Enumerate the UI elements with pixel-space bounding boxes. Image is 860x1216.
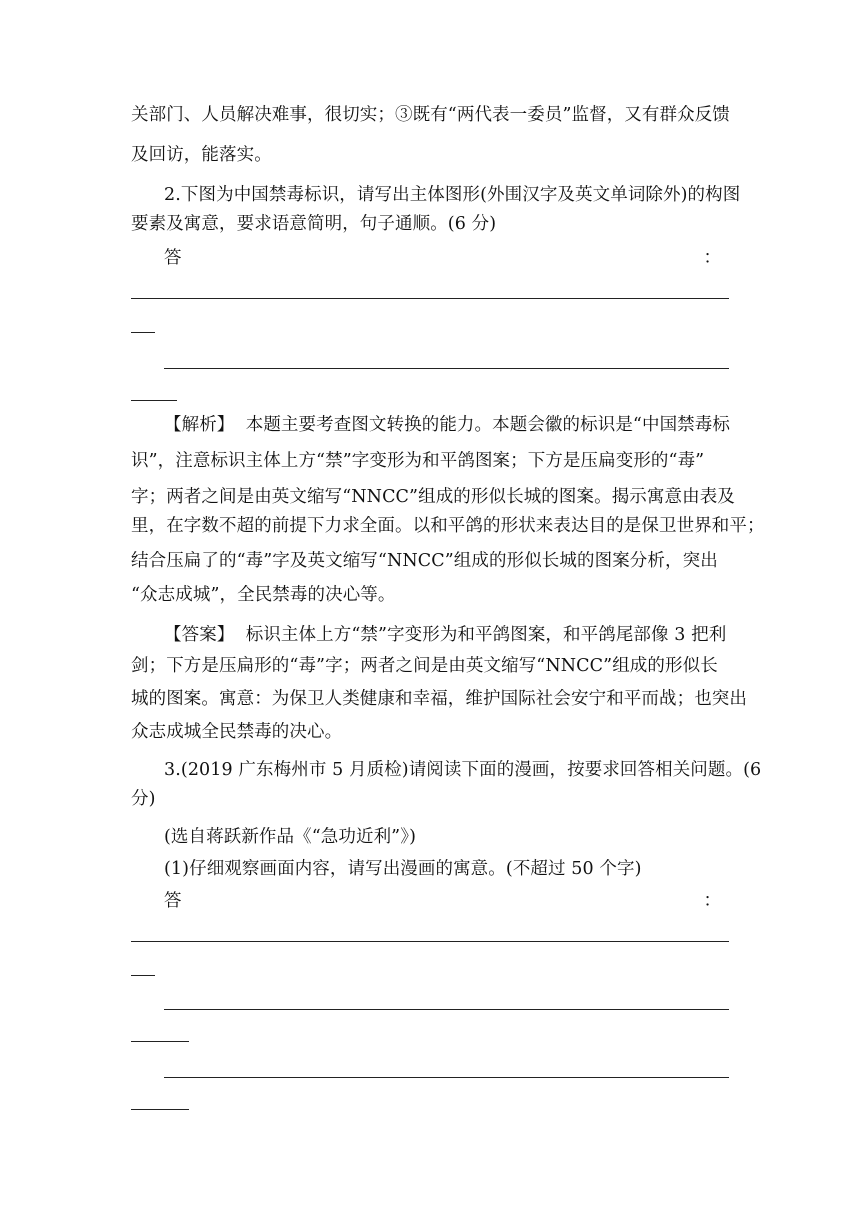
answer-colon: ： — [703, 248, 721, 268]
answer-line-text: 众志成城全民禁毒的决心。 — [131, 722, 343, 742]
analysis-tag: 【解析】 — [164, 415, 235, 435]
answer-text: 标识主体上方“禁”字变形为和平鸽图案，和平鸽尾部像 3 把利 — [245, 625, 727, 645]
answer-prompt — [164, 889, 731, 913]
analysis-line: “众志成城”，全民禁毒的决心等。 — [131, 585, 396, 605]
answer-line — [131, 1109, 189, 1110]
analysis-text: 本题主要考查图文转换的能力。本题会徽的标识是“中国禁毒标 — [245, 415, 730, 435]
analysis-line: 识”，注意标识主体上方“禁”字变形为和平鸽图案；下方是压扁变形的“毒” — [131, 451, 705, 471]
question-2-text: 2.下图为中国禁毒标识，请写出主体图形(外围汉字及英文单词除外)的构图 — [164, 185, 741, 205]
question-3-text: 分) — [131, 789, 156, 809]
analysis-line: 里，在字数不超的前提下力求全面。以和平鸽的形状来表达目的是保卫世界和平； — [131, 516, 765, 536]
answer-line — [131, 400, 177, 401]
answer-line — [131, 941, 729, 942]
answer-line-text: 城的图案。寓意：为保卫人类健康和幸福，维护国际社会安宁和平而战；也突出 — [131, 689, 747, 709]
answer-line — [131, 298, 729, 299]
answer-prompt — [164, 246, 731, 270]
answer-colon: ： — [703, 891, 721, 911]
answer-line — [164, 1009, 729, 1010]
analysis-line: 结合压扁了的“毒”字及英文缩写“NNCC”组成的形似长城的图案分析，突出 — [131, 551, 718, 571]
analysis-line: 字；两者之间是由英文缩写“NNCC”组成的形似长城的图案。揭示寓意由表及 — [131, 487, 735, 507]
answer-line — [131, 975, 155, 976]
text-line: 关部门、人员解决难事，很切实；③既有“两代表一委员”监督，又有群众反馈 — [131, 105, 730, 125]
answer-line — [164, 368, 729, 369]
question-2-text: 要素及寓意，要求语意简明，句子通顺。(6 分) — [131, 214, 497, 234]
answer-label: 答 — [164, 891, 182, 911]
analysis-line — [164, 413, 731, 437]
question-3-source: (选自蒋跃新作品《“急功近利”》) — [164, 827, 416, 847]
answer-label: 答 — [164, 248, 182, 268]
answer-line — [164, 1077, 729, 1078]
question-3-text: 3.(2019 广东梅州市 5 月质检)请阅读下面的漫画，按要求回答相关问题。(6 — [164, 760, 762, 780]
answer-line-text — [164, 623, 731, 647]
answer-line-text: 剑；下方是压扁形的“毒”字；两者之间是由英文缩写“NNCC”组成的形似长 — [131, 656, 718, 676]
question-3-sub1: (1)仔细观察画面内容，请写出漫画的寓意。(不超过 50 个字) — [164, 859, 642, 879]
answer-line — [131, 1041, 189, 1042]
answer-tag: 【答案】 — [164, 625, 235, 645]
answer-line — [131, 332, 155, 333]
text-line: 及回访，能落实。 — [131, 145, 272, 165]
